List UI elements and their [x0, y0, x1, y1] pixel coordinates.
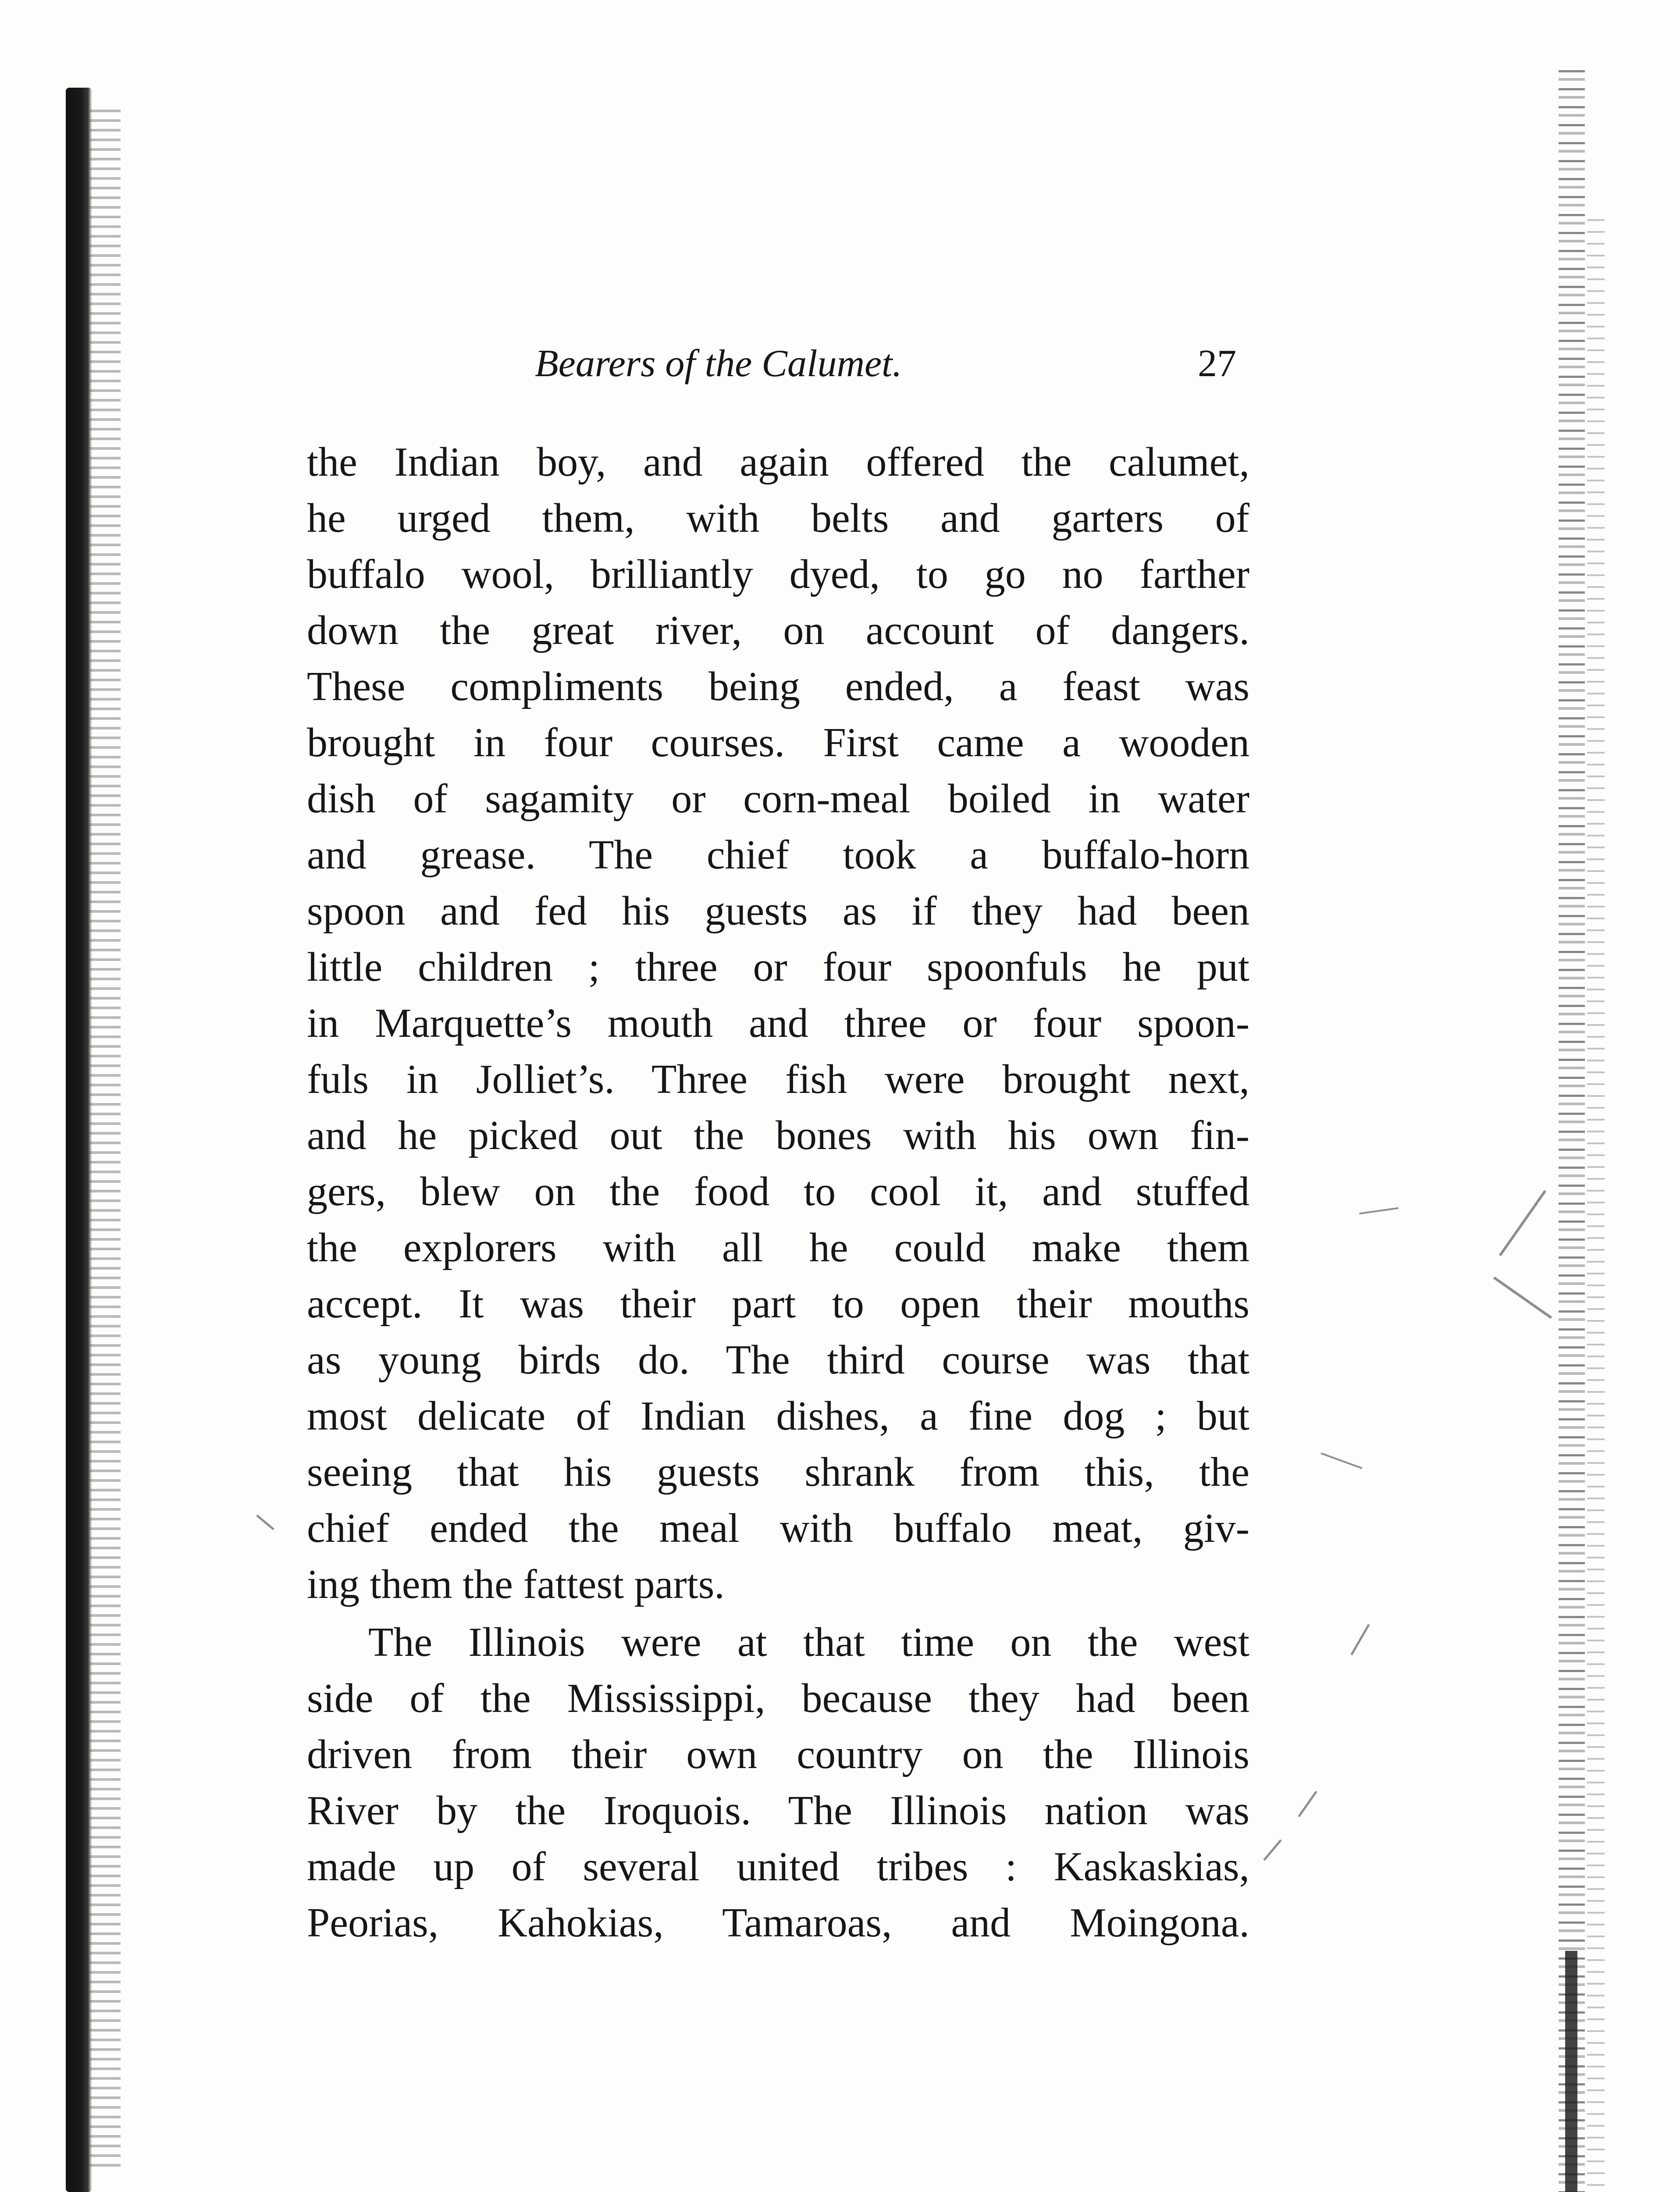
text-line: River by the Iroquois. The Illinois nation was: [307, 1788, 1249, 1833]
text-line: he urged them, with belts and garters of: [307, 495, 1249, 541]
stray-mark: [1298, 1791, 1317, 1817]
text-line: in Marquette’s mouth and three or four spoon-: [307, 1000, 1249, 1046]
text-line: buffalo wool, brilliantly dyed, to go no farther: [307, 552, 1249, 597]
text-line: fuls in Jolliet’s. Three fish were brought next,: [307, 1057, 1249, 1102]
text-line: Peorias, Kahokias, Tamaroas, and Moingona.: [307, 1900, 1249, 1946]
text-line: seeing that his guests shrank from this, the: [307, 1449, 1249, 1495]
text-line: made up of several united tribes : Kaskaskias,: [307, 1844, 1249, 1890]
text-line: accept. It was their part to open their mouths: [307, 1281, 1249, 1327]
text-line: side of the Mississippi, because they had been: [307, 1676, 1249, 1721]
text-line: and he picked out the bones with his own fin-: [307, 1113, 1249, 1158]
page-edge-right-dark: [1565, 1951, 1577, 2192]
stray-mark: [1499, 1190, 1546, 1256]
page-edge-right: [1559, 70, 1585, 2192]
stray-mark: [256, 1515, 274, 1530]
text-line: the explorers with all he could make them: [307, 1225, 1249, 1270]
text-line: most delicate of Indian dishes, a fine dog ; but: [307, 1393, 1249, 1439]
body-text: [307, 434, 1249, 1951]
text-line: The Illinois were at that time on the west: [368, 1619, 1249, 1665]
paragraph: [307, 1614, 1249, 1951]
stray-mark: [1350, 1624, 1370, 1655]
binding-edge-left: [66, 88, 92, 2192]
text-line: the Indian boy, and again offered the calumet,: [307, 439, 1249, 485]
stray-mark: [1321, 1452, 1362, 1469]
text-line: chief ended the meal with buffalo meat, giv-: [307, 1505, 1249, 1551]
text-line: down the great river, on account of dangers.: [307, 608, 1249, 653]
text-line: spoon and fed his guests as if they had been: [307, 888, 1249, 934]
stray-mark: [1263, 1839, 1281, 1861]
text-line: dish of sagamity or corn-meal boiled in water: [307, 776, 1249, 822]
running-title: Bearers of the Calumet.: [535, 342, 902, 385]
text-line: and grease. The chief took a buffalo-horn: [307, 832, 1249, 878]
page-edge-right-speckle: [1587, 219, 1605, 2192]
running-header: [535, 338, 1236, 390]
page-number: 27: [1198, 342, 1236, 385]
text-line: little children ; three or four spoonfuls he put: [307, 944, 1249, 990]
binding-shadow-left: [90, 110, 121, 2170]
stray-mark: [1493, 1277, 1552, 1319]
text-line: ing them the fattest parts.: [307, 1562, 725, 1607]
paragraph: [307, 434, 1249, 1612]
text-line: as young birds do. The third course was that: [307, 1337, 1249, 1383]
text-line: gers, blew on the food to cool it, and stuffed: [307, 1169, 1249, 1214]
text-line: driven from their own country on the Illinois: [307, 1732, 1249, 1777]
stray-mark: [1359, 1207, 1399, 1214]
text-line: These compliments being ended, a feast was: [307, 664, 1249, 709]
text-line: brought in four courses. First came a wooden: [307, 720, 1249, 765]
